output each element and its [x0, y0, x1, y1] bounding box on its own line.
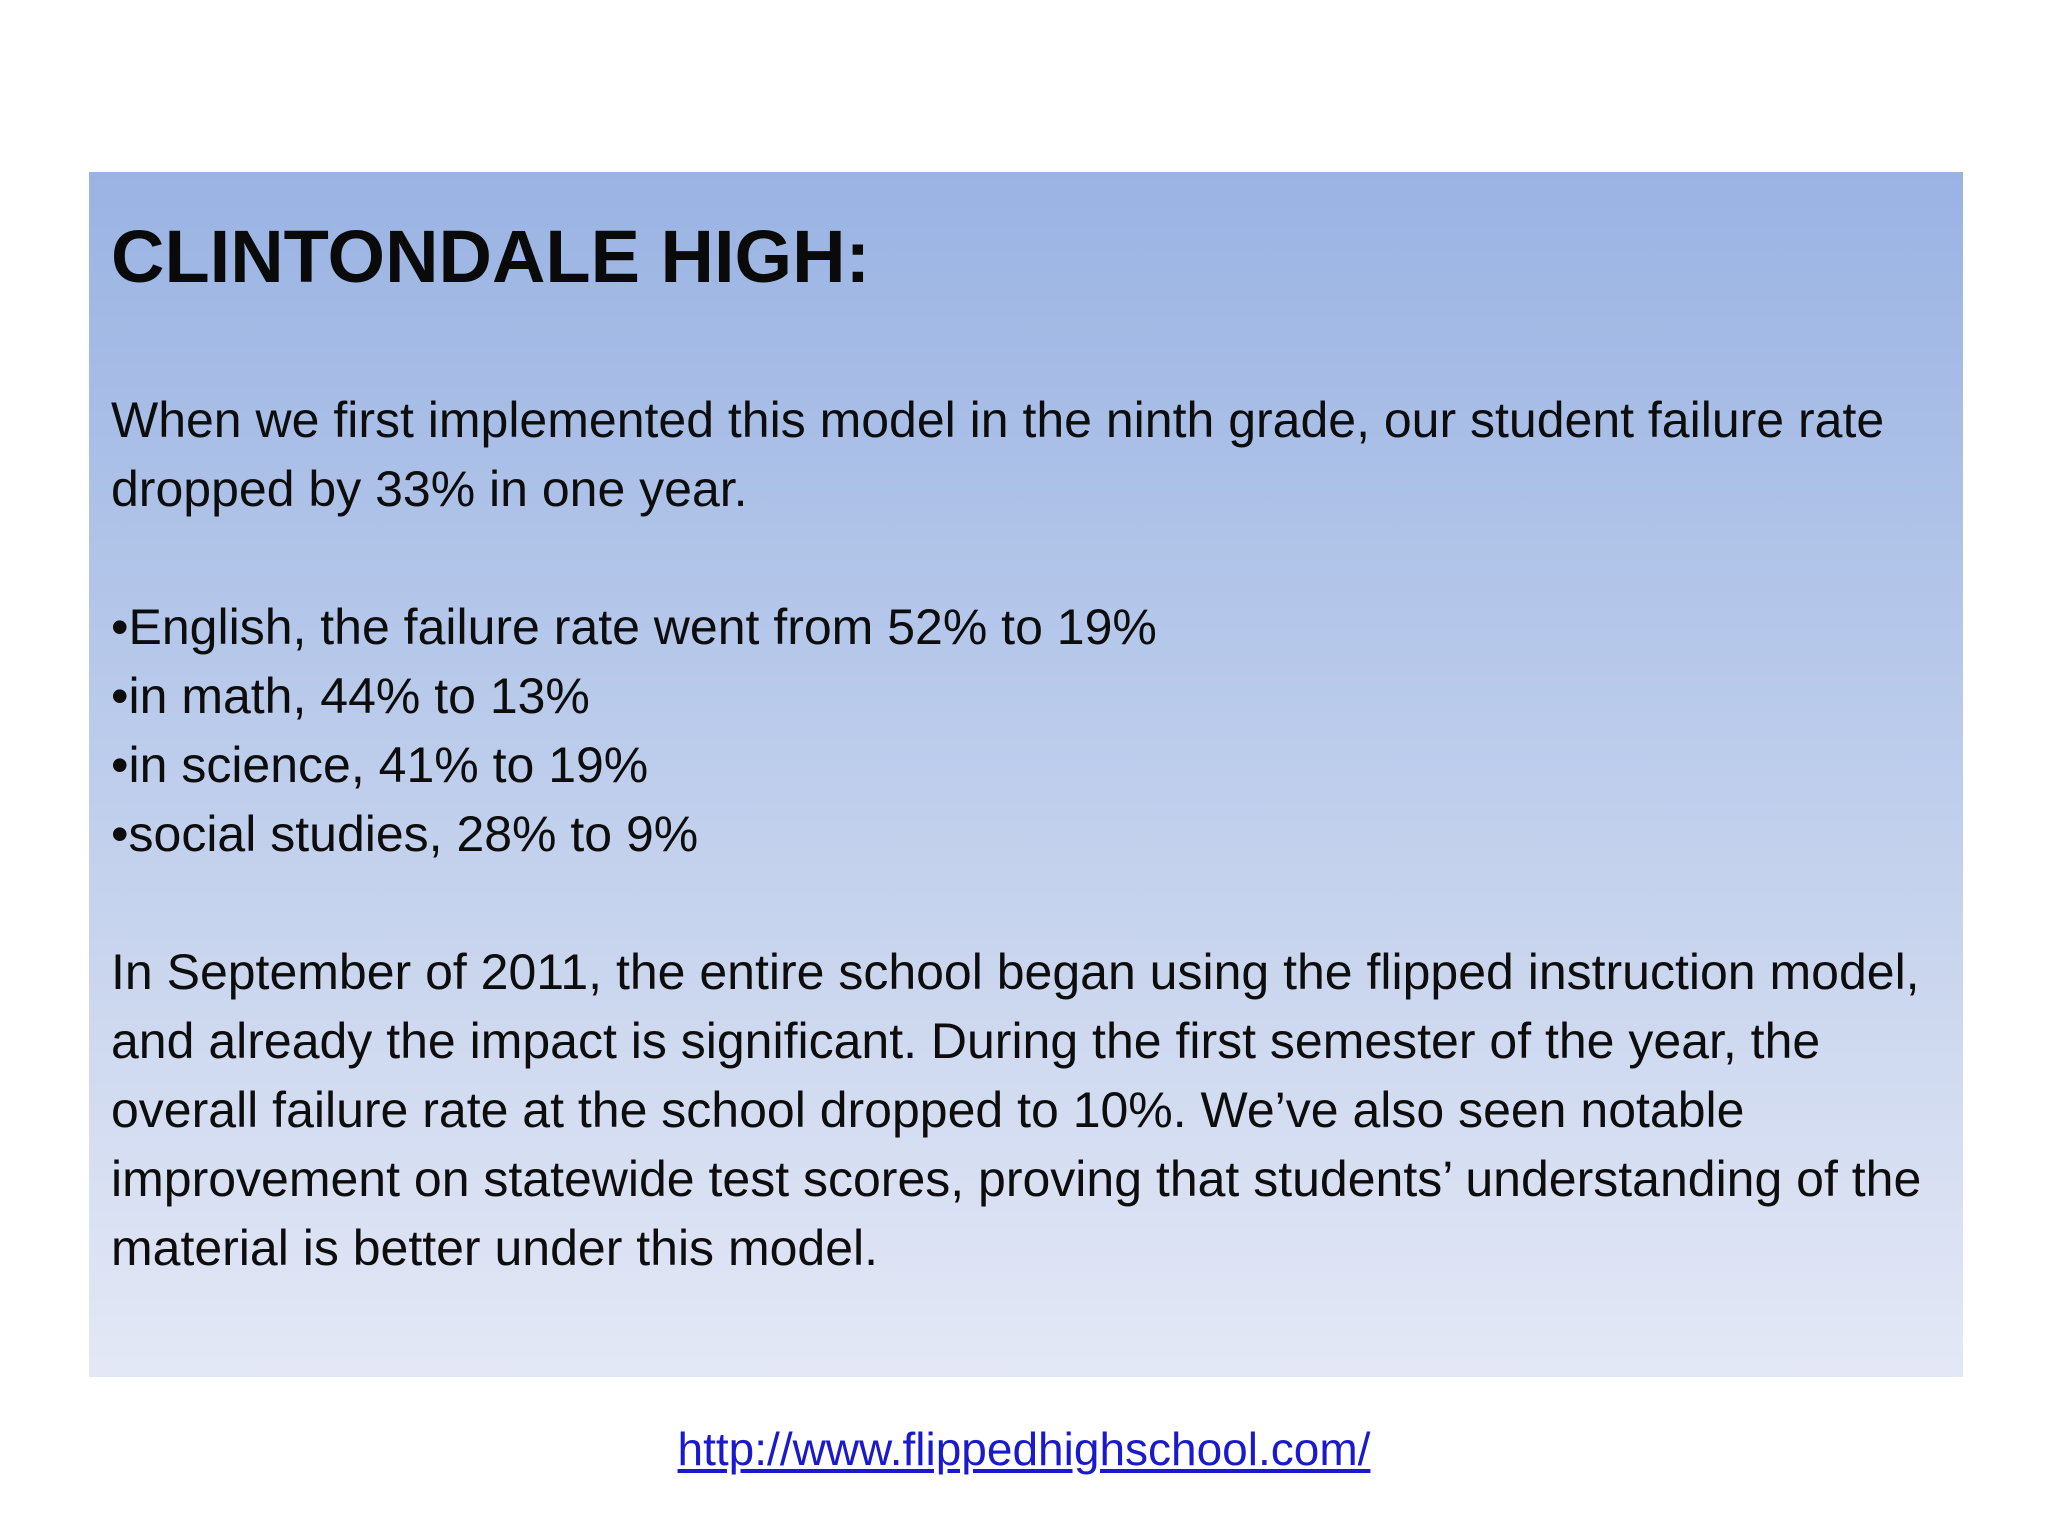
bullet-text: social studies, 28% to 9%	[128, 806, 699, 862]
bullet-mark: •	[111, 737, 129, 793]
bullet-item-math	[111, 662, 1939, 731]
bullet-text: in science, 41% to 19%	[128, 737, 649, 793]
bullet-item-science	[111, 731, 1939, 800]
bullet-mark: •	[111, 668, 129, 724]
source-link[interactable]: http://www.flippedhighschool.com/	[677, 1423, 1371, 1475]
bullet-mark: •	[111, 599, 129, 655]
content-box	[89, 172, 1963, 1377]
bullet-item-social-studies	[111, 800, 1939, 869]
bullet-mark: •	[111, 806, 129, 862]
intro-paragraph: When we first implemented this model in the ninth grade, our student failure rate dropped by 33% in one year.	[111, 392, 1885, 517]
slide-title: CLINTONDALE HIGH:	[111, 215, 871, 298]
bullet-list	[111, 593, 1939, 869]
bullet-text: in math, 44% to 13%	[128, 668, 590, 724]
bullet-text: English, the failure rate went from 52% to 19%	[128, 599, 1157, 655]
closing-paragraph: In September of 2011, the entire school began using the flipped instruction model, and already the impact is significant. During the first semester of the year, the overall failure rate at the school dropped to 10%. We’ve also seen notable improvement on statewide test scores, proving that students’ understanding of the material is better under this model.	[111, 944, 1922, 1276]
source-link-container	[0, 1423, 2048, 1475]
bullet-item-english	[111, 593, 1939, 662]
